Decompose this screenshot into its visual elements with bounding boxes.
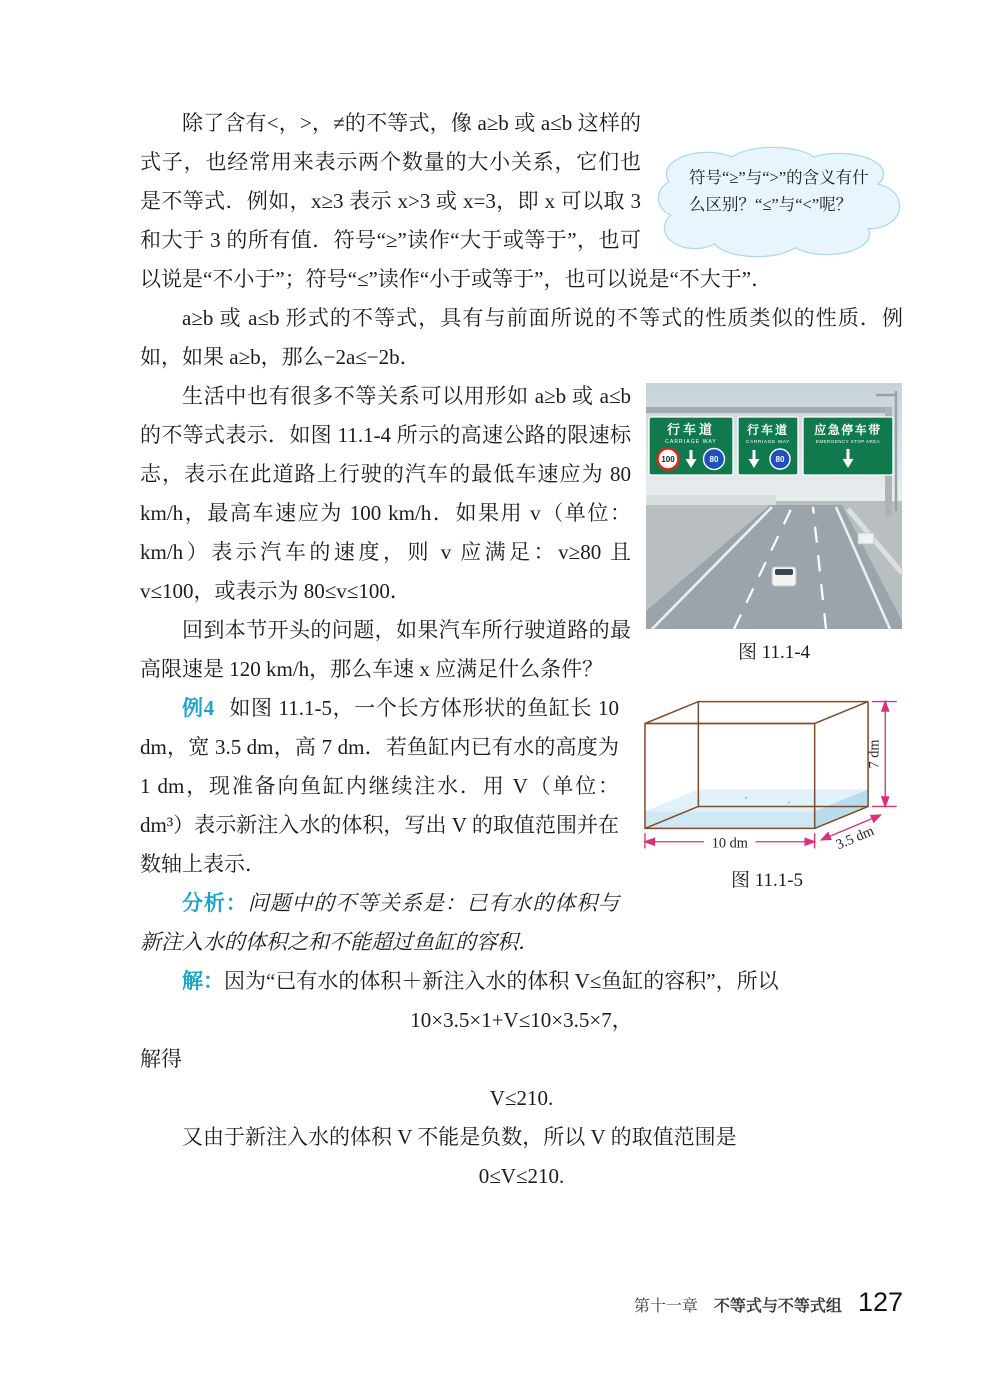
solution-label: 解：: [182, 969, 224, 993]
analysis-paragraph: [140, 884, 903, 962]
analysis-text: 问题中的不等关系是：已有水的体积与新注入水的体积之和不能超过鱼缸的容积．: [140, 891, 620, 954]
example4-paragraph: [140, 689, 903, 891]
svg-text:应急停车带: 应急停车带: [814, 423, 882, 437]
figure1-caption: 图 11.1-4: [737, 642, 811, 663]
svg-text:80: 80: [709, 455, 719, 464]
small-road-sign: [858, 533, 874, 544]
fish-tank-diagram: [631, 693, 903, 857]
example4-text: 如图 11.1-5，一个长方体形状的鱼缸长 10 dm，宽 3.5 dm，高 7 dm．若鱼缸内已有水的高度为 1 dm，现准备向鱼缸内继续注水．用 V（单位：dm³）表示新注入水的体积，写出 V 的取值范围并在数轴上表示．: [140, 696, 619, 876]
figure2-caption: 图 11.1-5: [730, 870, 804, 891]
paragraph-5: [140, 1118, 903, 1157]
example4-label: 例4: [182, 696, 215, 720]
svg-text:行车道: 行车道: [666, 422, 716, 437]
page-footer: [634, 1287, 903, 1318]
formula-1: 10×3.5×1+V≤10×3.5×7，: [410, 1008, 633, 1032]
svg-text:100: 100: [661, 455, 675, 464]
formula-3: 0≤V≤210.: [478, 1164, 565, 1188]
min-speed-80-icon: [770, 449, 790, 469]
highway-photo: [645, 383, 903, 629]
paragraph-2: [140, 299, 903, 377]
far-barrier: [646, 495, 776, 505]
paragraph-3-text: 生活中也有很多不等关系可以用形如 a≥b 或 a≤b 的不等式表示．如图 11.1-4 所示的高速公路的限速标志，表示在此道路上行驶的汽车的最低车速应为 80 km/h，最高车速应为 100 km/h．如果用 v（单位：km/h）表示汽车的速度，则 v 应满足：v≥80 且 v≤100，或表示为 80≤v≤100．: [140, 384, 631, 603]
speed-limit-100-icon: [658, 449, 679, 470]
dim-width-label: 3.5 dm: [833, 822, 877, 854]
solution-paragraph: [140, 962, 903, 1001]
min-speed-80-icon: [704, 449, 725, 470]
footer-chapter: 第十一章: [633, 1298, 698, 1315]
analysis-label: 分析：: [182, 891, 248, 915]
svg-text:EMERGENCY STOP AREA: EMERGENCY STOP AREA: [815, 439, 881, 444]
paragraph-4-text: 回到本节开头的问题，如果汽车所行驶道路的最高限速是 120 km/h，那么车速 x 应满足什么条件？: [140, 618, 631, 681]
paragraph-1: [140, 104, 903, 299]
sign-board-3: [803, 417, 893, 475]
svg-text:行车道: 行车道: [746, 423, 790, 437]
figure-11-1-5: [631, 693, 903, 893]
page-content: [140, 104, 903, 1196]
dim-length-label: 10 dm: [711, 835, 748, 852]
car: [772, 567, 796, 586]
sign-board-2: [738, 417, 798, 475]
callout-question-text: 符号“≥”与“>”的含义有什么区别？“≤”与“<”呢？: [689, 168, 869, 214]
paragraph-5-text: 又由于新注入水的体积 V 不能是负数，所以 V 的取值范围是: [182, 1125, 737, 1149]
svg-text:CARRIAGE WAY: CARRIAGE WAY: [746, 440, 790, 445]
jiede-text: 解得: [140, 1047, 182, 1071]
formula-2: V≤210.: [489, 1086, 554, 1110]
figure-11-1-4: [645, 383, 903, 665]
sign-board-1: [649, 417, 733, 475]
dim-height-label: 7 dm: [866, 739, 883, 769]
paragraph-2-text: a≥b 或 a≤b 形式的不等式，具有与前面所说的不等式的性质类似的性质．例如，如果 a≥b，那么−2a≤−2b．: [140, 306, 903, 369]
svg-text:CARRIAGE WAY: CARRIAGE WAY: [665, 439, 717, 445]
thought-bubble-callout: [655, 146, 903, 258]
water: [645, 789, 868, 828]
solution-text: 因为“已有水的体积＋新注入水的体积 V≤鱼缸的容积”，所以: [224, 969, 779, 993]
paragraph-1-text: 除了含有<，>，≠的不等式，像 a≥b 或 a≤b 这样的式子，也经常用来表示两个数量的大小关系，它们也是不等式．例如，x≥3 表示 x>3 或 x=3，即 x 可以取 3 和大于 3 的所有值．符号“≥”读作“大于或等于”，也可以说是“不小于”；符号“≤”读作“小于或等于”，也可以说是“不大于”．: [140, 111, 773, 291]
footer-page-number: 127: [857, 1287, 903, 1317]
svg-text:80: 80: [775, 455, 785, 464]
footer-section: 不等式与不等式组: [713, 1298, 842, 1315]
